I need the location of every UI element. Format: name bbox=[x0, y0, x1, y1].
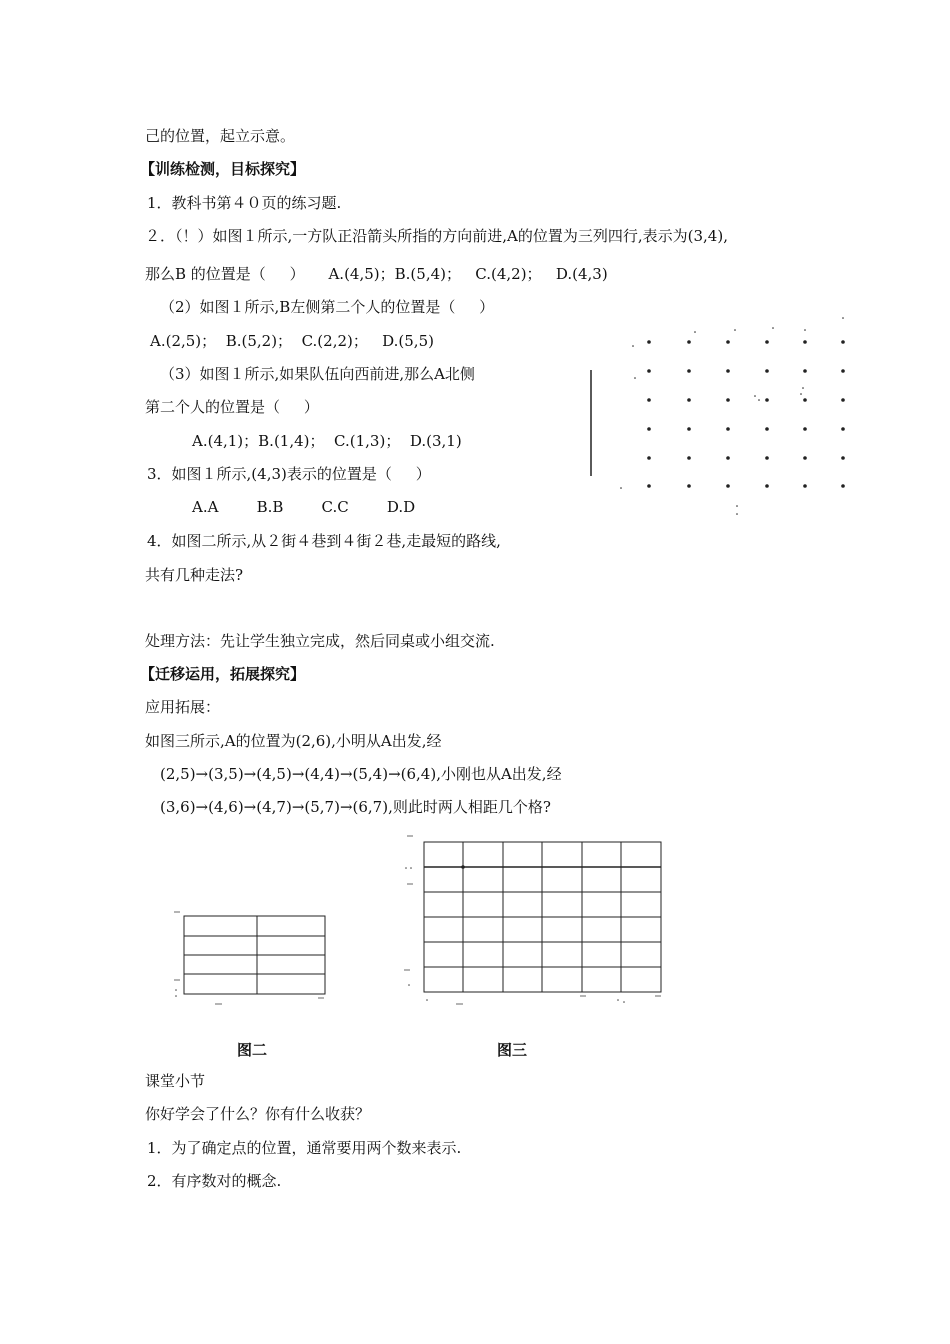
figure-1-dot-grid bbox=[585, 318, 855, 518]
question-2-part-3-options: A.(4,1)；B.(1,4)； C.(1,3)； D.(3,1) bbox=[192, 432, 462, 450]
problem-line-1: 如图三所示,A的位置为(2,6),小明从A出发,经 bbox=[145, 732, 442, 750]
question-2-part-3-cont: 第二个人的位置是（ ） bbox=[145, 398, 319, 416]
question-2-part-2-options: A.(2,5)； B.(5,2)； C.(2,2)； D.(5,5) bbox=[150, 332, 434, 350]
question-3: 3．如图１所示,(4,3)表示的位置是（ ） bbox=[147, 465, 431, 483]
question-4: 4．如图二所示,从２街４巷到４街２巷,走最短的路线, bbox=[147, 532, 501, 550]
question-1: 1．教科书第４０页的练习题. bbox=[147, 194, 342, 212]
application-label: 应用拓展： bbox=[145, 698, 221, 716]
question-4-cont: 共有几种走法? bbox=[145, 566, 244, 584]
problem-line-2: (2,5)→(3,5)→(4,5)→(4,4)→(5,4)→(6,4),小刚也从A出发,经 bbox=[160, 765, 562, 783]
figure-2-street-grid bbox=[170, 908, 340, 1008]
problem-line-3: (3,6)→(4,6)→(4,7)→(5,7)→(6,7),则此时两人相距几个格? bbox=[160, 798, 551, 816]
question-2-stem: ２．（！）如图１所示,一方队正沿箭头所指的方向前进,A的位置为三列四行,表示为(3,4), bbox=[145, 227, 728, 245]
section-heading-training: 【训练检测，目标探究】 bbox=[140, 160, 306, 178]
question-3-options: A.A B.B C.C D.D bbox=[192, 498, 416, 516]
summary-question: 你好学会了什么？你有什么收获？ bbox=[145, 1105, 371, 1123]
summary-heading: 课堂小节 bbox=[145, 1072, 206, 1090]
figure-3-coordinate-grid bbox=[400, 830, 670, 1010]
section-heading-application: 【迁移运用，拓展探究】 bbox=[140, 665, 306, 683]
question-2-part-2: （2）如图１所示,B左侧第二个人的位置是（ ） bbox=[160, 298, 495, 316]
figure-2-caption: 图二 bbox=[237, 1041, 268, 1059]
method-text: 处理方法：先让学生独立完成，然后同桌或小组交流. bbox=[145, 632, 495, 650]
question-2-part-3: （3）如图１所示,如果队伍向西前进,那么A北侧 bbox=[160, 365, 475, 383]
text-line: 己的位置，起立示意。 bbox=[145, 127, 296, 145]
figure-3-caption: 图三 bbox=[497, 1041, 528, 1059]
summary-point-2: 2．有序数对的概念. bbox=[147, 1172, 282, 1190]
question-2-part-1: 那么B 的位置是（ ） A.(4,5)；B.(5,4)； C.(4,2)； D.(4,3) bbox=[145, 265, 608, 283]
summary-point-1: 1．为了确定点的位置，通常要用两个数来表示. bbox=[147, 1139, 462, 1157]
